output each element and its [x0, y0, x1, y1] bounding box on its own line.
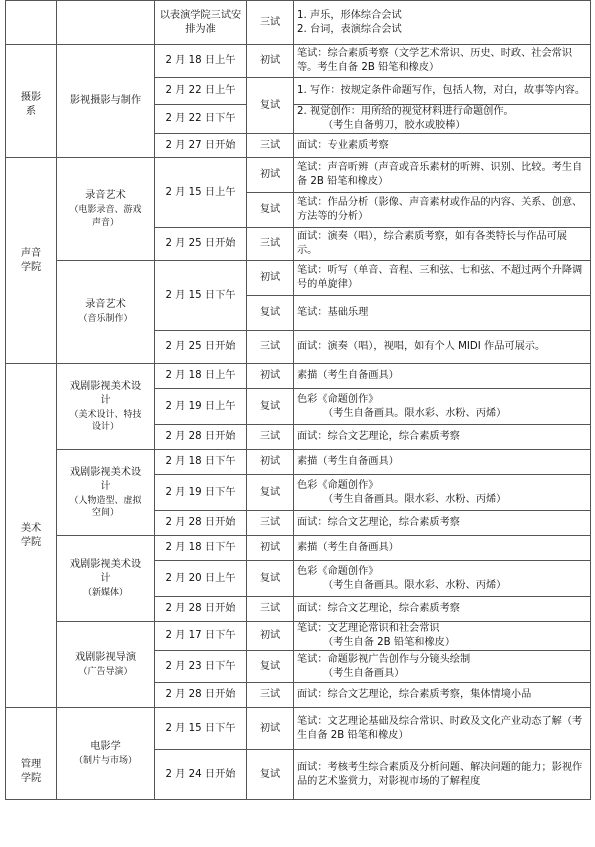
content-line: 笔试：听写（单音、音程、三和弦、七和弦、不超过两个升降调号的单旋律）	[297, 265, 583, 290]
major-cell	[57, 536, 155, 622]
content-line: 色彩《命题创作》	[297, 479, 379, 491]
content-line: 1. 声乐，形体综合会试	[297, 9, 402, 21]
round-text: 初试	[259, 630, 281, 641]
table-row	[6, 450, 591, 475]
time-cell	[155, 78, 247, 105]
time-text: 2 月 25 日开始	[165, 341, 236, 352]
round-text: 复试	[259, 660, 281, 672]
round-cell	[247, 364, 294, 389]
content-line: 面试：综合文艺理论，综合素质考察，集体情境小品	[297, 689, 532, 700]
round-text: 初试	[259, 722, 281, 734]
content-line: 面试：演奏（唱），综合素质考察，如有各类特长与作品可展示。	[297, 231, 567, 256]
table-row	[6, 45, 591, 78]
time-cell	[155, 45, 247, 78]
time-cell	[155, 261, 247, 331]
college-name: 美术学院	[20, 522, 42, 548]
content-line: 笔试：文艺理论基础及综合常识、时政及文化产业动态了解（考生自备 2B 铅笔和橡皮）	[297, 715, 583, 741]
round-text: 三试	[259, 139, 281, 151]
table-row	[6, 261, 591, 296]
round-cell	[247, 261, 294, 296]
major-direction: （电影录音、游戏声音）	[69, 205, 142, 228]
time-text: 2 月 25 日开始	[165, 238, 236, 249]
content-cell	[294, 425, 591, 450]
time-text: 2 月 28 日开始	[165, 517, 236, 528]
college-name: 摄影系	[20, 92, 42, 117]
major-direction: （广告导演）	[78, 666, 133, 677]
content-cell	[294, 45, 591, 78]
content-cell	[294, 105, 591, 134]
round-text: 三试	[259, 16, 281, 28]
content-cell	[294, 750, 591, 800]
round-text: 复试	[259, 572, 281, 584]
time-cell	[155, 389, 247, 425]
round-cell	[247, 193, 294, 228]
time-cell	[155, 708, 247, 750]
content-cell	[294, 475, 591, 511]
major-direction: （制片与市场）	[73, 755, 137, 766]
time-text: 2 月 28 日开始	[165, 431, 236, 442]
time-cell	[155, 450, 247, 475]
table-row	[6, 622, 591, 651]
time-cell	[155, 561, 247, 597]
time-cell	[155, 750, 247, 800]
time-cell	[155, 158, 247, 228]
content-cell	[294, 561, 591, 597]
major-cell	[57, 261, 155, 364]
content-cell	[294, 597, 591, 622]
round-text: 三试	[259, 238, 281, 249]
major-direction: （新媒体）	[82, 587, 128, 598]
major-cell	[57, 622, 155, 708]
major-cell	[57, 158, 155, 261]
content-cell	[294, 708, 591, 750]
major-cell	[57, 1, 155, 45]
major-name: 电影学	[90, 740, 121, 752]
major-name: 戏剧影视美术设计	[69, 380, 142, 406]
college-cell	[6, 158, 57, 364]
major-cell	[57, 708, 155, 800]
time-cell	[155, 1, 247, 45]
content-line: 1. 写作：按规定条件命题写作，包括人物，对白，故事等内容。	[297, 85, 586, 96]
time-text: 2 月 18 日下午	[165, 456, 236, 467]
content-line: 2. 台词，表演综合会试	[297, 23, 402, 35]
time-text: 2 月 15 日上午	[165, 186, 236, 198]
table-row	[6, 364, 591, 389]
content-line: 笔试：基础乐理	[297, 307, 369, 318]
round-cell	[247, 683, 294, 708]
time-cell	[155, 331, 247, 364]
time-cell	[155, 134, 247, 158]
content-cell	[294, 389, 591, 425]
time-cell	[155, 597, 247, 622]
round-text: 初试	[259, 456, 281, 467]
content-line: 2. 视觉创作：用所给的视觉材料进行命题创作。	[297, 106, 514, 117]
time-text: 2 月 22 日上午	[165, 85, 236, 96]
major-name: 影视摄影与制作	[69, 95, 142, 106]
time-text: 2 月 23 日下午	[165, 660, 236, 672]
college-name: 管理学院	[20, 758, 42, 784]
content-cell	[294, 364, 591, 389]
round-text: 三试	[259, 431, 281, 442]
round-cell	[247, 536, 294, 561]
round-cell	[247, 228, 294, 261]
round-cell	[247, 622, 294, 651]
table-row	[6, 536, 591, 561]
time-text: 2 月 15 日下午	[165, 289, 236, 301]
content-cell	[294, 450, 591, 475]
round-text: 复试	[259, 486, 281, 498]
content-cell	[294, 622, 591, 651]
time-text: 2 月 15 日下午	[165, 722, 236, 734]
round-text: 初试	[259, 272, 281, 283]
college-cell	[6, 1, 57, 45]
round-text: 复试	[259, 99, 281, 111]
content-cell	[294, 511, 591, 536]
time-cell	[155, 475, 247, 511]
exam-schedule-table	[5, 0, 591, 800]
time-cell	[155, 228, 247, 261]
round-cell	[247, 450, 294, 475]
round-cell	[247, 158, 294, 193]
round-text: 三试	[259, 603, 281, 614]
round-cell	[247, 651, 294, 683]
round-text: 复试	[259, 768, 281, 780]
content-line: 面试：演奏（唱），视唱，如有个人 MIDI 作品可展示。	[297, 341, 546, 352]
round-cell	[247, 597, 294, 622]
college-cell	[6, 364, 57, 708]
time-text: 2 月 17 日下午	[165, 630, 236, 641]
major-cell	[57, 45, 155, 158]
time-cell	[155, 364, 247, 389]
time-text: 2 月 22 日下午	[165, 113, 236, 124]
time-text: 2 月 18 日上午	[165, 370, 236, 381]
round-text: 三试	[259, 689, 281, 700]
time-cell	[155, 105, 247, 134]
content-line: （考生自备画具）	[323, 667, 405, 679]
content-line: 笔试：文艺理论常识和社会常识	[297, 623, 440, 634]
round-cell	[247, 708, 294, 750]
content-cell	[294, 651, 591, 683]
content-line: 色彩《命题创作》	[297, 393, 379, 405]
content-line: （考生自备画具。限水彩、水粉、丙烯）	[323, 493, 507, 505]
content-cell	[294, 296, 591, 331]
major-cell	[57, 364, 155, 450]
time-text: 以表演学院三试安排为准	[159, 9, 242, 35]
round-text: 复试	[259, 204, 281, 215]
round-text: 复试	[259, 307, 281, 318]
content-cell	[294, 158, 591, 193]
round-cell	[247, 425, 294, 450]
college-cell	[6, 45, 57, 158]
time-cell	[155, 425, 247, 450]
time-text: 2 月 20 日上午	[165, 572, 236, 584]
content-cell	[294, 228, 591, 261]
major-name: 戏剧影视美术设计	[69, 558, 142, 584]
major-cell	[57, 450, 155, 536]
content-line: （考生自备画具。限水彩、水粉、丙烯）	[323, 579, 507, 591]
content-line: 面试：综合文艺理论，综合素质考察	[297, 517, 460, 528]
content-line: （考生自备画具。限水彩、水粉、丙烯）	[323, 407, 507, 419]
content-line: 素描（考生自备画具）	[297, 542, 399, 553]
round-cell	[247, 296, 294, 331]
content-line: 笔试：综合素质考察（文学艺术常识、历史、时政、社会常识等。考生自备 2B 铅笔和橡皮）	[297, 48, 573, 73]
content-line: 素描（考生自备画具）	[297, 370, 399, 381]
time-cell	[155, 622, 247, 651]
content-line: 笔试：作品分析（影像、声音素材或作品的内容、关系、创意、方法等的分析）	[297, 197, 583, 222]
college-name: 声音学院	[20, 247, 42, 273]
round-cell	[247, 389, 294, 425]
round-text: 初试	[259, 169, 281, 180]
round-cell	[247, 475, 294, 511]
round-cell	[247, 750, 294, 800]
round-text: 初试	[259, 370, 281, 381]
time-text: 2 月 19 日下午	[165, 486, 236, 498]
content-line: 色彩《命题创作》	[297, 565, 379, 577]
time-text: 2 月 28 日开始	[165, 603, 236, 614]
content-cell	[294, 331, 591, 364]
content-cell	[294, 193, 591, 228]
round-text: 初试	[259, 542, 281, 553]
table-row	[6, 158, 591, 193]
round-cell	[247, 331, 294, 364]
round-text: 三试	[259, 517, 281, 528]
time-text: 2 月 28 日开始	[165, 689, 236, 700]
major-name: 戏剧影视美术设计	[69, 466, 142, 492]
time-text: 2 月 27 日开始	[165, 139, 236, 151]
time-cell	[155, 651, 247, 683]
round-text: 三试	[259, 341, 281, 352]
time-cell	[155, 511, 247, 536]
round-text: 初试	[259, 55, 281, 66]
content-line: 面试：专业素质考察	[297, 139, 389, 151]
time-text: 2 月 19 日上午	[165, 400, 236, 412]
time-text: 2 月 18 日上午	[165, 55, 236, 66]
content-line: 笔试：命题影视广告创作与分镜头绘制	[297, 653, 471, 665]
round-cell	[247, 511, 294, 536]
major-name: 戏剧影视导演	[74, 651, 137, 663]
time-text: 2 月 24 日开始	[165, 768, 236, 780]
college-cell	[6, 708, 57, 800]
major-direction: （音乐制作）	[78, 314, 133, 325]
content-line: 笔试：声音听辨（声音或音乐素材的听辨、识别、比较。考生自备 2B 铅笔和橡皮）	[297, 162, 583, 187]
round-cell	[247, 45, 294, 78]
content-cell	[294, 134, 591, 158]
major-name: 录音艺术	[85, 190, 126, 201]
content-line: 面试：考核考生综合素质及分析问题、解决问题的能力；影视作品的艺术鉴赏力，对影视市场的了解程度	[297, 761, 583, 787]
content-line: （考生自备 2B 铅笔和橡皮）	[323, 637, 456, 648]
content-line: 面试：综合文艺理论，综合素质考察	[297, 603, 460, 614]
content-cell	[294, 536, 591, 561]
round-text: 复试	[259, 400, 281, 412]
major-direction: （人物造型、虚拟空间）	[69, 495, 142, 518]
content-line: 面试：综合文艺理论，综合素质考察	[297, 431, 460, 442]
major-direction: （美术设计、特技设计）	[69, 409, 142, 432]
content-line: 素描（考生自备画具）	[297, 456, 399, 467]
round-cell	[247, 1, 294, 45]
table-row	[6, 708, 591, 750]
round-cell	[247, 561, 294, 597]
content-line: （考生自备剪刀，胶水或胶棒）	[323, 120, 466, 131]
content-cell	[294, 78, 591, 105]
content-cell	[294, 683, 591, 708]
time-cell	[155, 683, 247, 708]
content-cell	[294, 261, 591, 296]
round-cell	[247, 78, 294, 134]
time-text: 2 月 18 日下午	[165, 542, 236, 553]
content-cell	[294, 1, 591, 45]
time-cell	[155, 536, 247, 561]
major-name: 录音艺术	[85, 299, 126, 311]
table-row	[6, 1, 591, 45]
round-cell	[247, 134, 294, 158]
